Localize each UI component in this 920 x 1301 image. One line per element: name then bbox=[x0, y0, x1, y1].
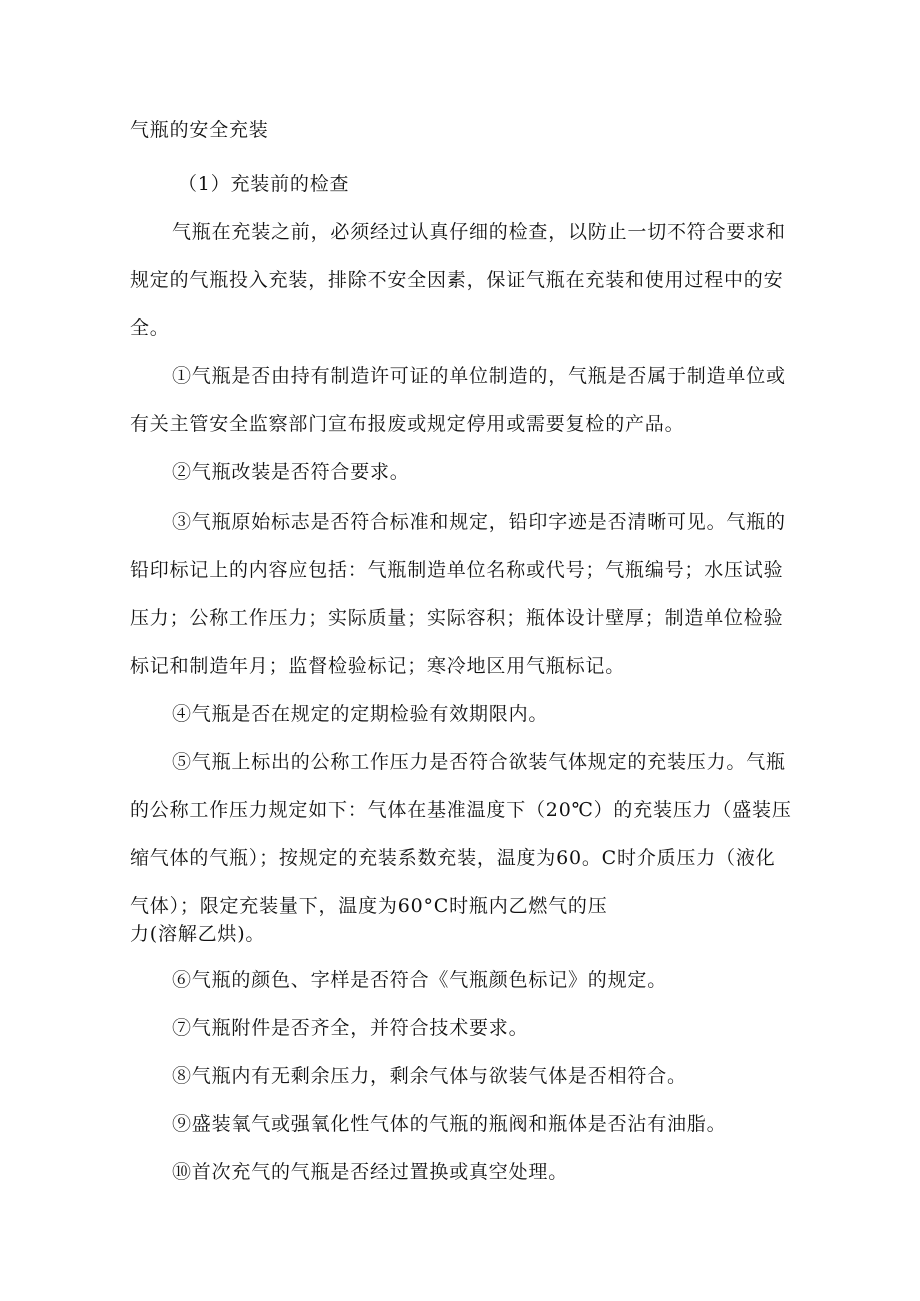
paragraph-line: ①气瓶是否由持有制造许可证的单位制造的，气瓶是否属于制造单位或 bbox=[172, 365, 786, 387]
paragraph-line: 有关主管安全监察部门宣布报废或规定停用或需要复检的产品。 bbox=[130, 413, 685, 435]
paragraph-line: ③气瓶原始标志是否符合标准和规定，铅印字迹是否清晰可见。气瓶的 bbox=[172, 511, 786, 533]
paragraph-line: ⑦气瓶附件是否齐全，并符合技术要求。 bbox=[172, 1017, 529, 1039]
section-heading: （1）充装前的检查 bbox=[178, 173, 350, 195]
paragraph-line: ⑨盛装氧气或强氧化性气体的气瓶的瓶阀和瓶体是否沾有油脂。 bbox=[172, 1113, 727, 1135]
document-title: 气瓶的安全充装 bbox=[130, 119, 269, 141]
paragraph-line: 铅印标记上的内容应包括：气瓶制造单位名称或代号；气瓶编号；水压试验 bbox=[130, 559, 784, 581]
paragraph-line: ⑩首次充气的气瓶是否经过置换或真空处理。 bbox=[172, 1161, 569, 1183]
paragraph-line: 标记和制造年月；监督检验标记；寒冷地区用气瓶标记。 bbox=[130, 655, 626, 677]
paragraph-line: 力(溶解乙烘)。 bbox=[130, 923, 266, 945]
paragraph-line: ⑥气瓶的颜色、字样是否符合《气瓶颜色标记》的规定。 bbox=[172, 969, 668, 991]
paragraph-line: ④气瓶是否在规定的定期检验有效期限内。 bbox=[172, 703, 549, 725]
paragraph-line: 缩气体的气瓶）；按规定的充装系数充装，温度为60。C时介质压力（液化 bbox=[130, 847, 776, 869]
paragraph-line: 气瓶在充装之前，必须经过认真仔细的检查，以防止一切不符合要求和 bbox=[172, 221, 786, 243]
paragraph-line: ⑤气瓶上标出的公称工作压力是否符合欲装气体规定的充装压力。气瓶 bbox=[172, 751, 786, 773]
paragraph-line: 压力；公称工作压力；实际质量；实际容积；瓶体设计壁厚；制造单位检验 bbox=[130, 607, 784, 629]
paragraph-line: 规定的气瓶投入充装，排除不安全因素，保证气瓶在充装和使用过程中的安 bbox=[130, 269, 784, 291]
paragraph-line: 气体）；限定充装量下，温度为60°C时瓶内乙燃气的压 bbox=[130, 895, 608, 917]
paragraph-line: ②气瓶改装是否符合要求。 bbox=[172, 461, 410, 483]
paragraph-line: ⑧气瓶内有无剩余压力，剩余气体与欲装气体是否相符合。 bbox=[172, 1065, 687, 1087]
paragraph-line: 全。 bbox=[130, 317, 170, 339]
paragraph-line: 的公称工作压力规定如下：气体在基准温度下（20℃）的充装压力（盛装压 bbox=[130, 799, 792, 821]
